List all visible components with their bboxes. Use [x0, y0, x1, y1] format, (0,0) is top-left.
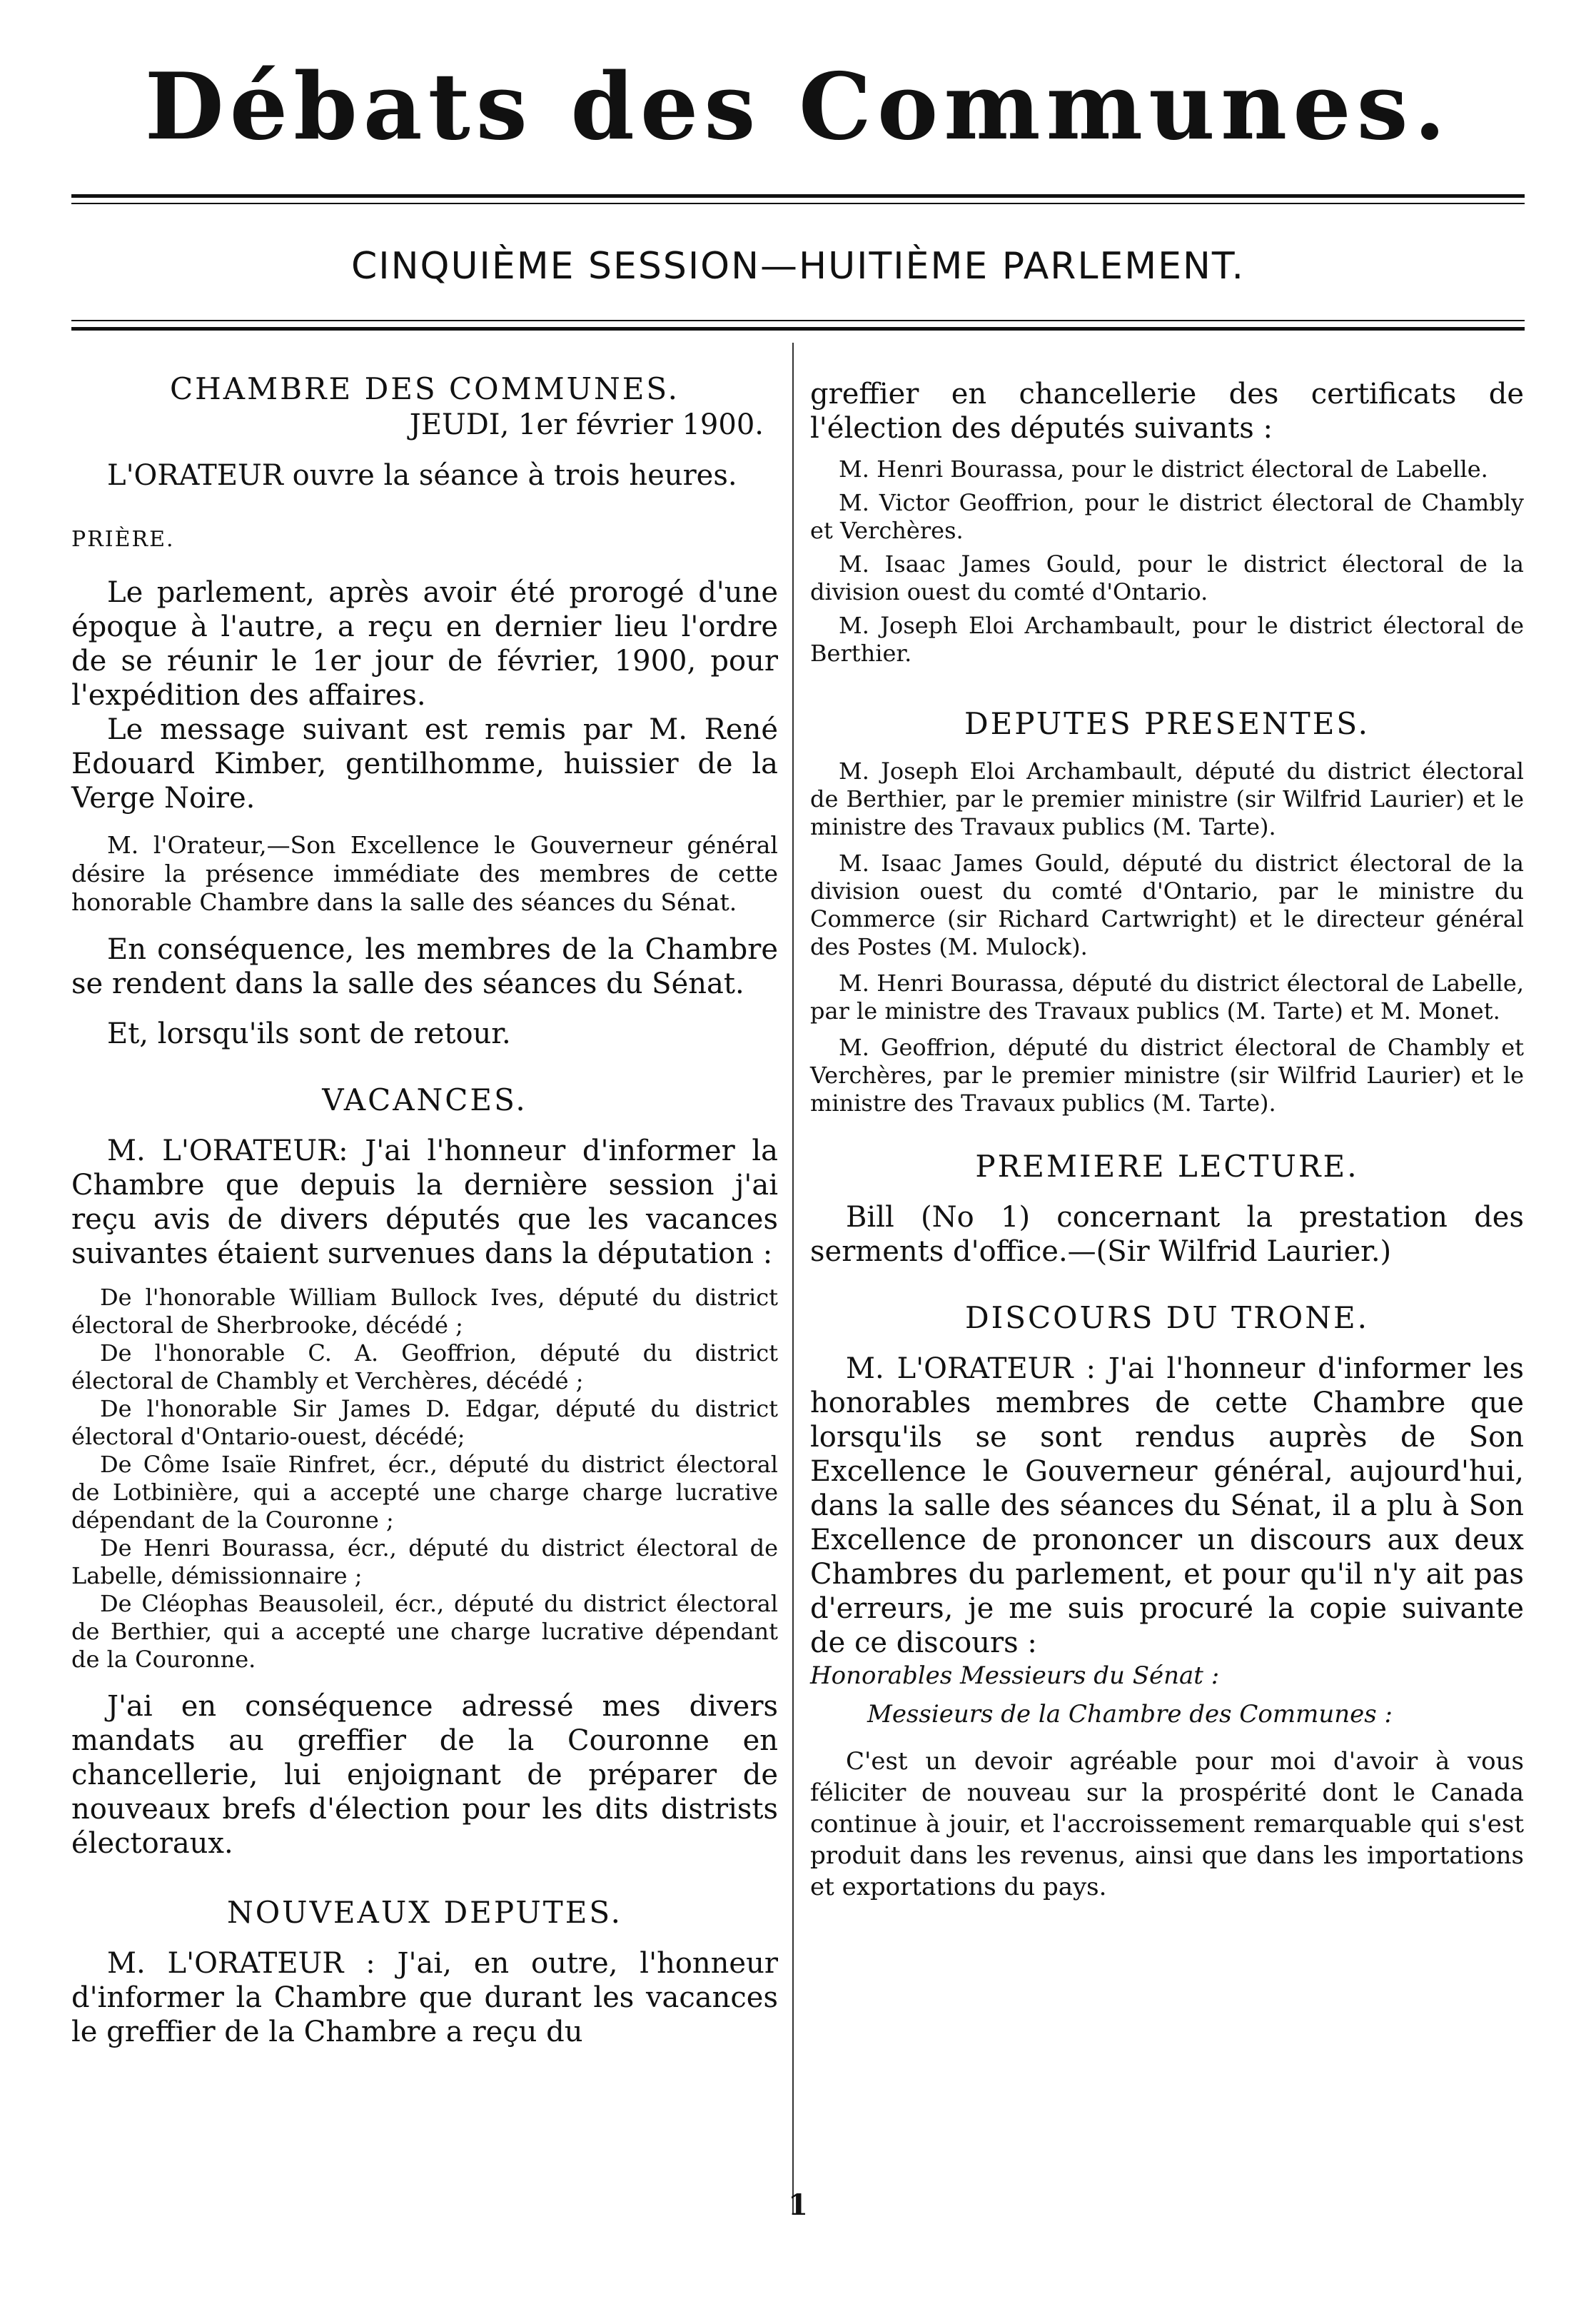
address-communes: Messieurs de la Chambre des Communes : — [867, 1700, 1393, 1729]
senate-paragraph: En conséquence, les membres de la Chambre se rendent dans la salle des séances du Sénat. — [71, 933, 778, 1000]
presented-item: M. Henri Bourassa, député du district électoral de Labelle, par le ministre des Travaux publics (M. Tarte) et M. Monet. — [810, 970, 1524, 1025]
return-paragraph: Et, lorsqu'ils sont de retour. — [107, 1017, 511, 1050]
governor-message: M. l'Orateur,—Son Excellence le Gouverneur général désire la présence immédiate des membres de cette honorable Chambre dans la salle des séances du Sénat. — [71, 831, 778, 916]
page-number: 1 — [788, 2188, 808, 2222]
vacancy-item: De l'honorable Sir James D. Edgar, député du district électoral d'Ontario-ouest, décédé; — [71, 1395, 778, 1450]
column-divider — [792, 343, 794, 2213]
prorogation-paragraph: Le parlement, après avoir été prorogé d'une époque à l'autre, a reçu en dernier lieu l'ordre de se réunir le 1er jour de février, 1900, pour l'expédition des affaires. — [71, 576, 778, 712]
top-rule — [71, 194, 1525, 198]
elected-item: M. Henri Bourassa, pour le district électoral de Labelle. — [839, 456, 1488, 483]
session-line: CINQUIÈME SESSION—HUITIÈME PARLEMENT. — [350, 245, 1246, 288]
heading-premiere-lecture: PREMIERE LECTURE. — [975, 1149, 1359, 1184]
continuation-paragraph: greffier en chancellerie des certificats de l'élection des députés suivants : — [810, 378, 1524, 445]
heading-discours-du-trone: DISCOURS DU TRONE. — [965, 1300, 1369, 1335]
vacancy-item: De Côme Isaïe Rinfret, écr., député du district électoral de Lotbinière, qui a accepté une charge charge lucrative dépendant de la Couronne ; — [71, 1451, 778, 1534]
message-paragraph: Le message suivant est remis par M. René Edouard Kimber, gentilhomme, huissier de la Verge Noire. — [71, 713, 778, 815]
vacancy-item: De Cléophas Beausoleil, écr., député du district électoral de Berthier, qui a accepté une charge lucrative dépendant de la Couronne. — [71, 1590, 778, 1673]
elected-list — [810, 456, 1524, 668]
presented-item: M. Isaac James Gould, député du district électoral de la division ouest du comté d'Ontario, par le ministre du Commerce (sir Richard Cartwright) et le directeur général des Postes (M. Mulock). — [810, 850, 1524, 960]
vacancy-item: De Henri Bourassa, écr., député du district électoral de Labelle, démissionnaire ; — [71, 1534, 778, 1589]
heading-chambre: CHAMBRE DES COMMUNES. — [169, 371, 680, 406]
left-column — [71, 371, 778, 2199]
speech-paragraph: C'est un devoir agréable pour moi d'avoir à vous féliciter de nouveau sur la prospérité dont le Canada continue à jouir, et l'accroissement remarquable qui s'est produit dans les revenus, ainsi que dans les importations et exportations du pays. — [810, 1747, 1524, 1901]
vacancy-item: De l'honorable C. A. Geoffrion, député du district électoral de Chambly et Verchères, décédé ; — [71, 1339, 778, 1394]
vacancy-item: De l'honorable William Bullock Ives, député du district électoral de Sherbrooke, décédé ; — [71, 1284, 778, 1339]
heading-vacances: VACANCES. — [322, 1082, 527, 1117]
nouveaux-intro: M. L'ORATEUR : J'ai, en outre, l'honneur d'informer la Chambre que durant les vacances le greffier de la Chambre a reçu du — [71, 1947, 778, 2048]
presented-item: M. Geoffrion, député du district électoral de Chambly et Verchères, par le premier ministre (sir Wilfrid Laurier) et le ministre des Travaux publics (M. Tarte). — [810, 1034, 1524, 1117]
session-rule-thick — [71, 327, 1525, 331]
right-column — [810, 371, 1524, 2199]
session-rule — [71, 320, 1525, 321]
vacancies-list — [71, 1284, 778, 1674]
elected-item: M. Joseph Eloi Archambault, pour le district électoral de Berthier. — [810, 612, 1524, 667]
presented-item: M. Joseph Eloi Archambault, député du district électoral de Berthier, par le premier ministre (sir Wilfrid Laurier) et le ministre des Travaux publics (M. Tarte). — [810, 758, 1524, 840]
vacances-close: J'ai en conséquence adressé mes divers mandats au greffier de la Couronne en chancellerie, lui enjoignant de préparer de nouveaux brefs d'élection pour les dits distrists électoraux. — [71, 1690, 778, 1860]
elected-item: M. Victor Geoffrion, pour le district électoral de Chambly et Verchères. — [810, 489, 1524, 544]
elected-item: M. Isaac James Gould, pour le district électoral de la division ouest du comté d'Ontario. — [810, 550, 1524, 605]
address-senate: Honorables Messieurs du Sénat : — [810, 1661, 1220, 1690]
heading-deputes-presentes: DEPUTES PRESENTES. — [964, 706, 1370, 741]
heading-nouveaux-deputes: NOUVEAUX DEPUTES. — [226, 1895, 623, 1930]
top-rule-thin — [71, 203, 1525, 204]
masthead-title: Débats des Communes. — [144, 54, 1452, 161]
vacances-intro: M. L'ORATEUR: J'ai l'honneur d'informer la Chambre que depuis la dernière session j'ai reçu avis de divers députés que les vacances suivantes étaient survenues dans la députation : — [71, 1135, 778, 1270]
discours-paragraph: M. L'ORATEUR : J'ai l'honneur d'informer les honorables membres de cette Chambre que lorsqu'ils se sont rendus auprès de Son Excellence le Gouverneur général, aujourd'hui, dans la salle des séances du Sénat, il a plu à Son Excellence de prononcer un discours aux deux Chambres du parlement, et pour qu'il n'y ait pas d'erreurs, je me suis procuré la copie suivante de ce discours : — [810, 1352, 1524, 1659]
prayer-label: PRIÈRE. — [71, 527, 175, 552]
opening-paragraph: L'ORATEUR ouvre la séance à trois heures. — [107, 459, 737, 492]
sitting-date: JEUDI, 1er février 1900. — [409, 408, 764, 441]
bill-paragraph: Bill (No 1) concernant la prestation des serments d'office.—(Sir Wilfrid Laurier.) — [810, 1201, 1524, 1268]
presented-list — [810, 758, 1524, 1117]
